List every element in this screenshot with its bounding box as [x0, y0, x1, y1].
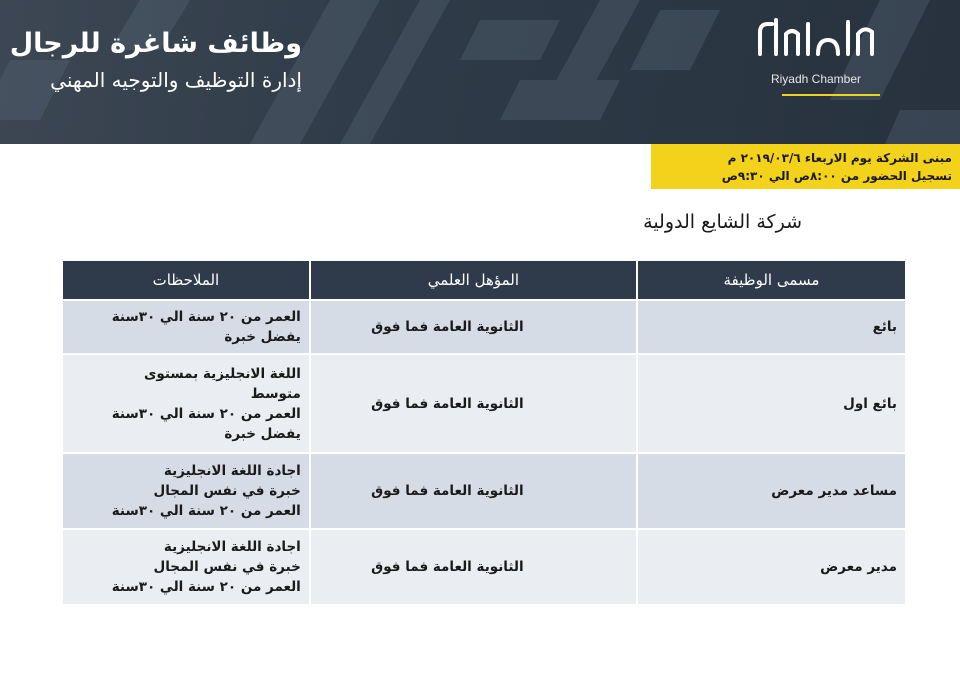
qualification-cell: الثانوية العامة فما فوق: [311, 355, 636, 452]
page-title: وظائف شاغرة للرجال: [9, 28, 302, 59]
note-line: اجادة اللغة الانجليزية: [163, 463, 301, 479]
event-info-box: [651, 144, 960, 189]
notes-cell: [63, 301, 309, 353]
company-name: شركة الشايع الدولية: [643, 211, 802, 233]
job-title-cell: مساعد مدير معرض: [638, 454, 905, 528]
riyadh-chamber-logo: [752, 14, 880, 100]
notes-cell: [63, 530, 309, 604]
note-line: يفضل خبرة: [224, 329, 301, 345]
job-title-cell: مدير معرض: [638, 530, 905, 604]
header-notes: الملاحظات: [63, 261, 309, 299]
note-line: خبرة في نفس المجال: [153, 559, 301, 575]
logo-mark-icon: [752, 14, 880, 64]
notes-cell: [63, 355, 309, 452]
table-row: [63, 454, 905, 528]
event-date: مبنى الشركة يوم الاربعاء ٢٠١٩/٠٣/٦ م: [727, 151, 952, 165]
qualification-cell: الثانوية العامة فما فوق: [311, 301, 636, 353]
qualification-cell: الثانوية العامة فما فوق: [311, 454, 636, 528]
note-line: اجادة اللغة الانجليزية: [163, 539, 301, 555]
note-line: متوسط: [250, 385, 301, 402]
note-line: اللغة الانجليزية بمستوى: [144, 365, 301, 382]
note-line: العمر من ٢٠ سنة الي ٣٠سنة: [111, 405, 301, 422]
table-row: [63, 301, 905, 353]
notes-cell: [63, 454, 309, 528]
table-row: [63, 355, 905, 452]
table-header-row: [63, 261, 905, 299]
table-row: [63, 530, 905, 604]
note-line: العمر من ٢٠ سنة الي ٣٠سنة: [111, 309, 301, 325]
event-time: تسجيل الحضور من ٨:٠٠ص الي ٩:٣٠ص: [721, 169, 952, 183]
page-subtitle: إدارة التوظيف والتوجيه المهني: [50, 68, 302, 92]
note-line: العمر من ٢٠ سنة الي ٣٠سنة: [111, 503, 301, 519]
note-line: يفضل خبرة: [224, 425, 301, 442]
note-line: العمر من ٢٠ سنة الي ٣٠سنة: [111, 579, 301, 595]
jobs-table: [61, 259, 907, 606]
header-banner: [0, 0, 960, 144]
logo-underline: [782, 94, 880, 96]
note-line: خبرة في نفس المجال: [153, 483, 301, 499]
header-job-title: مسمى الوظيفة: [638, 261, 905, 299]
logo-subtitle: Riyadh Chamber: [770, 72, 862, 86]
job-title-cell: بائع اول: [638, 355, 905, 452]
qualification-cell: الثانوية العامة فما فوق: [311, 530, 636, 604]
header-qualification: المؤهل العلمي: [311, 261, 636, 299]
job-title-cell: بائع: [638, 301, 905, 353]
